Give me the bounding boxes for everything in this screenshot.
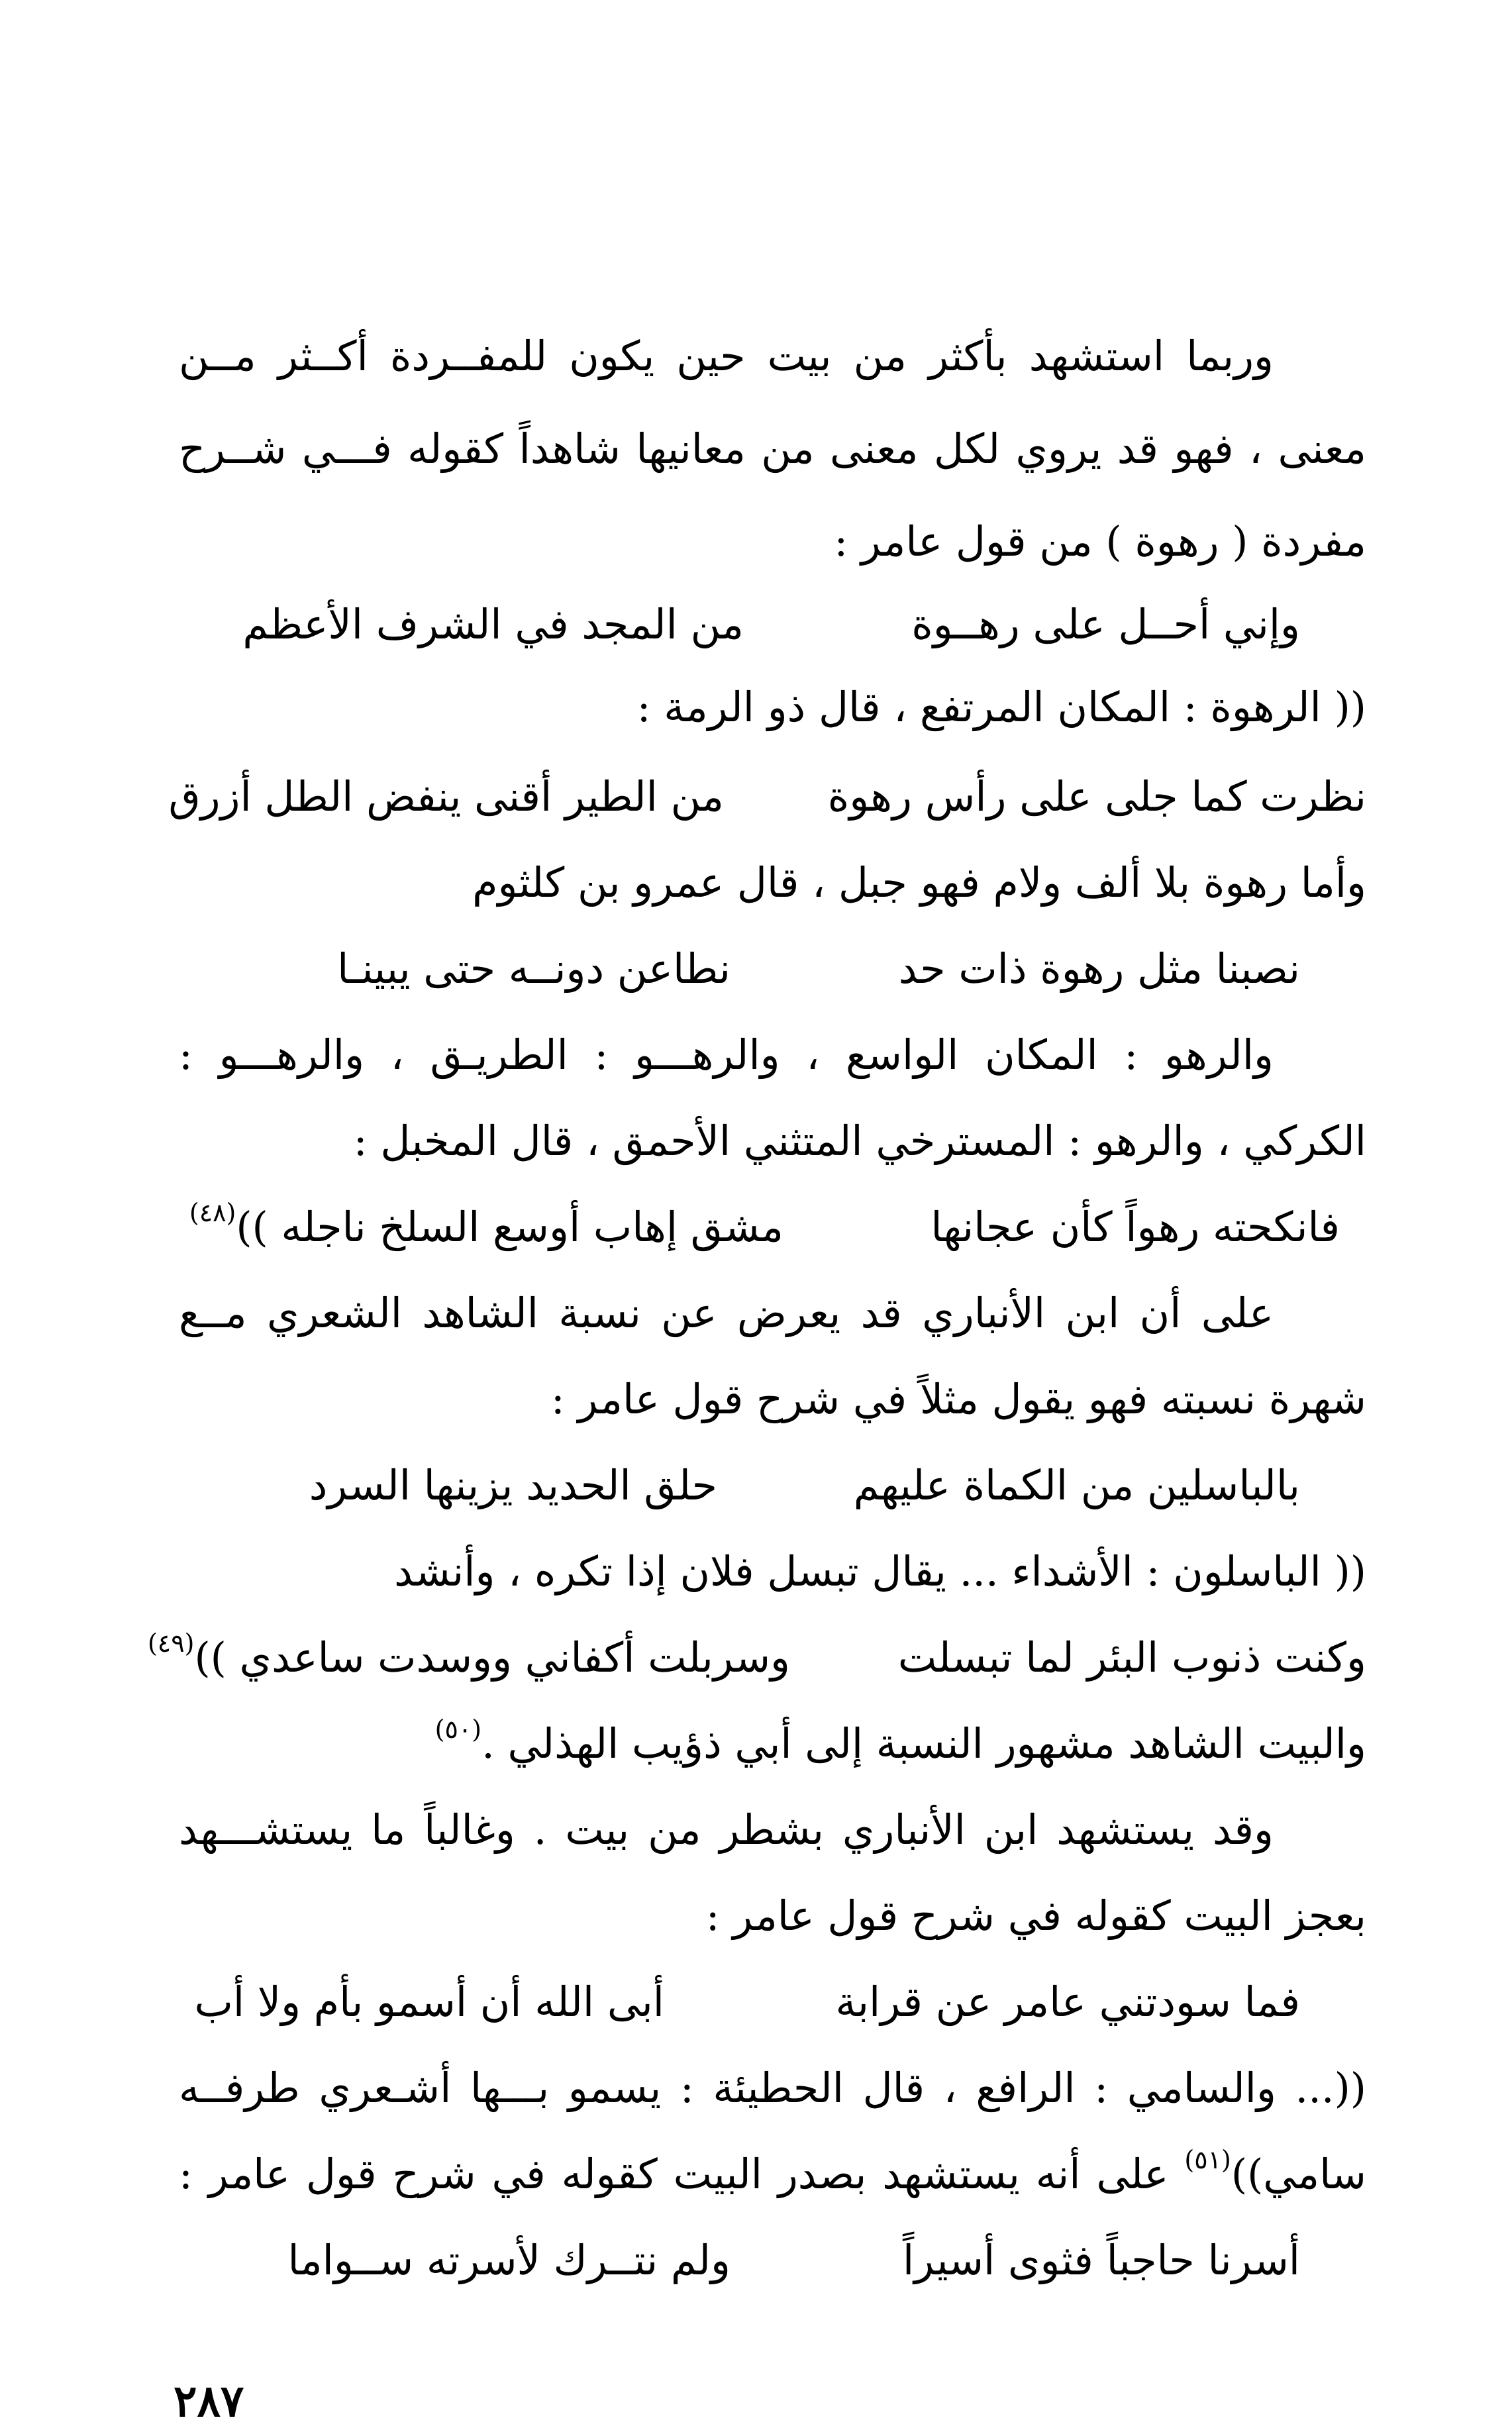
- text-line: والرهو : المكان الواسع ، والرهـــو : الطريـق ، والرهـــو :: [179, 1031, 1274, 1079]
- poem-verse: [227, 591, 1300, 664]
- text-line: بعجز البيت كقوله في شرح قول عامر :: [705, 1892, 1366, 1940]
- text-line: وقد يستشهد ابن الأنباري بشطر من بيت . وغالباً ما يستشـــهد: [179, 1805, 1274, 1854]
- verse-second-hemistich: حلق الحديد يزينها السرد: [309, 1461, 717, 1509]
- text-line: مفردة ( رهوة ) من قول عامر :: [834, 517, 1366, 566]
- footnote-ref: (٥١): [1184, 2145, 1231, 2174]
- text-line: شهرة نسبته فهو يقول مثلاً في شرح قول عامر :: [550, 1375, 1366, 1423]
- footnote-ref: (٤٩): [147, 1629, 195, 1658]
- poem-verse: [267, 2227, 1300, 2300]
- text-line: الكركي ، والرهو : المسترخي المتثني الأحمق ، قال المخبل :: [353, 1117, 1366, 1165]
- verse-first-hemistich: نصبنا مثل رهوة ذات حد: [898, 944, 1300, 993]
- text-line: على أن ابن الأنباري قد يعرض عن نسبة الشاهد الشعري مــع: [179, 1289, 1274, 1337]
- footnote-ref: (٤٨): [189, 1198, 236, 1227]
- text-line: سامي))$^{(٥١)}$ على أنه يستشهد بصدر البيت كقوله في شرح قول عامر :: [179, 2145, 1366, 2198]
- poem-verse: [174, 1194, 1340, 1267]
- verse-second-hemistich: من الطير أقنى ينفض الطل أزرق: [168, 772, 724, 821]
- verse-first-hemistich: أسرنا حاجباً فثوى أسيراً: [902, 2236, 1300, 2284]
- poem-verse: [293, 1452, 1300, 1525]
- text-line: معنى ، فهو قد يروي لكل معنى من معانيها شاهداً كقوله فـــي شــرح: [179, 425, 1366, 473]
- text-line: وأما رهوة بلا ألف ولام فهو جبل ، قال عمرو بن كلثوم: [472, 858, 1366, 907]
- verse-second-hemistich: ولم نتــرك لأسرته ســواما: [287, 2236, 731, 2284]
- verse-second-hemistich: من المجد في الشرف الأعظم: [242, 600, 744, 648]
- verse-second-hemistich: أبى الله أن أسمو بأم ولا أب: [194, 1978, 664, 2026]
- verse-first-hemistich: وإني أحــل على رهــوة: [911, 600, 1300, 648]
- text-line: (( الباسلون : الأشداء ... يقال تبسل فلان إذا تكره ، وأنشد: [394, 1547, 1366, 1595]
- poem-verse: [147, 1625, 1366, 1697]
- verse-second-hemistich: نطاعن دونــه حتى يبينـا: [337, 944, 731, 993]
- text-line: (( الرهوة : المكان المرتفع ، قال ذو الرمة :: [636, 683, 1366, 731]
- text-line: والبيت الشاهد مشهور النسبة إلى أبي ذؤيب الهذلي .$^{(٥٠)}$: [434, 1715, 1366, 1768]
- footnote-ref: (٥٠): [434, 1715, 482, 1744]
- verse-first-hemistich: فما سودتني عامر عن قرابة: [835, 1978, 1300, 2026]
- poem-verse: [254, 936, 1300, 1009]
- verse-second-hemistich: مشق إهاب أوسع السلخ ناجله ))$^{(٤٨)}$: [189, 1198, 783, 1251]
- page-number: ٢٨٧: [174, 2375, 244, 2427]
- verse-first-hemistich: فانكحته رهواً كأن عجانها: [931, 1203, 1340, 1251]
- verse-first-hemistich: نظرت كما جلى على رأس رهوة: [827, 772, 1366, 821]
- verse-first-hemistich: وكنت ذنوب البئر لما تبسلت: [897, 1633, 1366, 1682]
- text-line: وربما استشهد بأكثر من بيت حين يكون للمفــردة أكــثر مــن: [179, 332, 1274, 380]
- poem-verse: [154, 764, 1366, 836]
- verse-second-hemistich: وسربلت أكفاني ووسدت ساعدي ))$^{(٤٩)}$: [147, 1629, 790, 1682]
- poem-verse: [161, 1969, 1300, 2042]
- verse-first-hemistich: بالباسلين من الكماة عليهم: [853, 1461, 1300, 1509]
- text-line: ((... والسامي : الرافع ، قال الحطيئة : يسمو بـــها أشـعري طرفــه: [179, 2064, 1366, 2112]
